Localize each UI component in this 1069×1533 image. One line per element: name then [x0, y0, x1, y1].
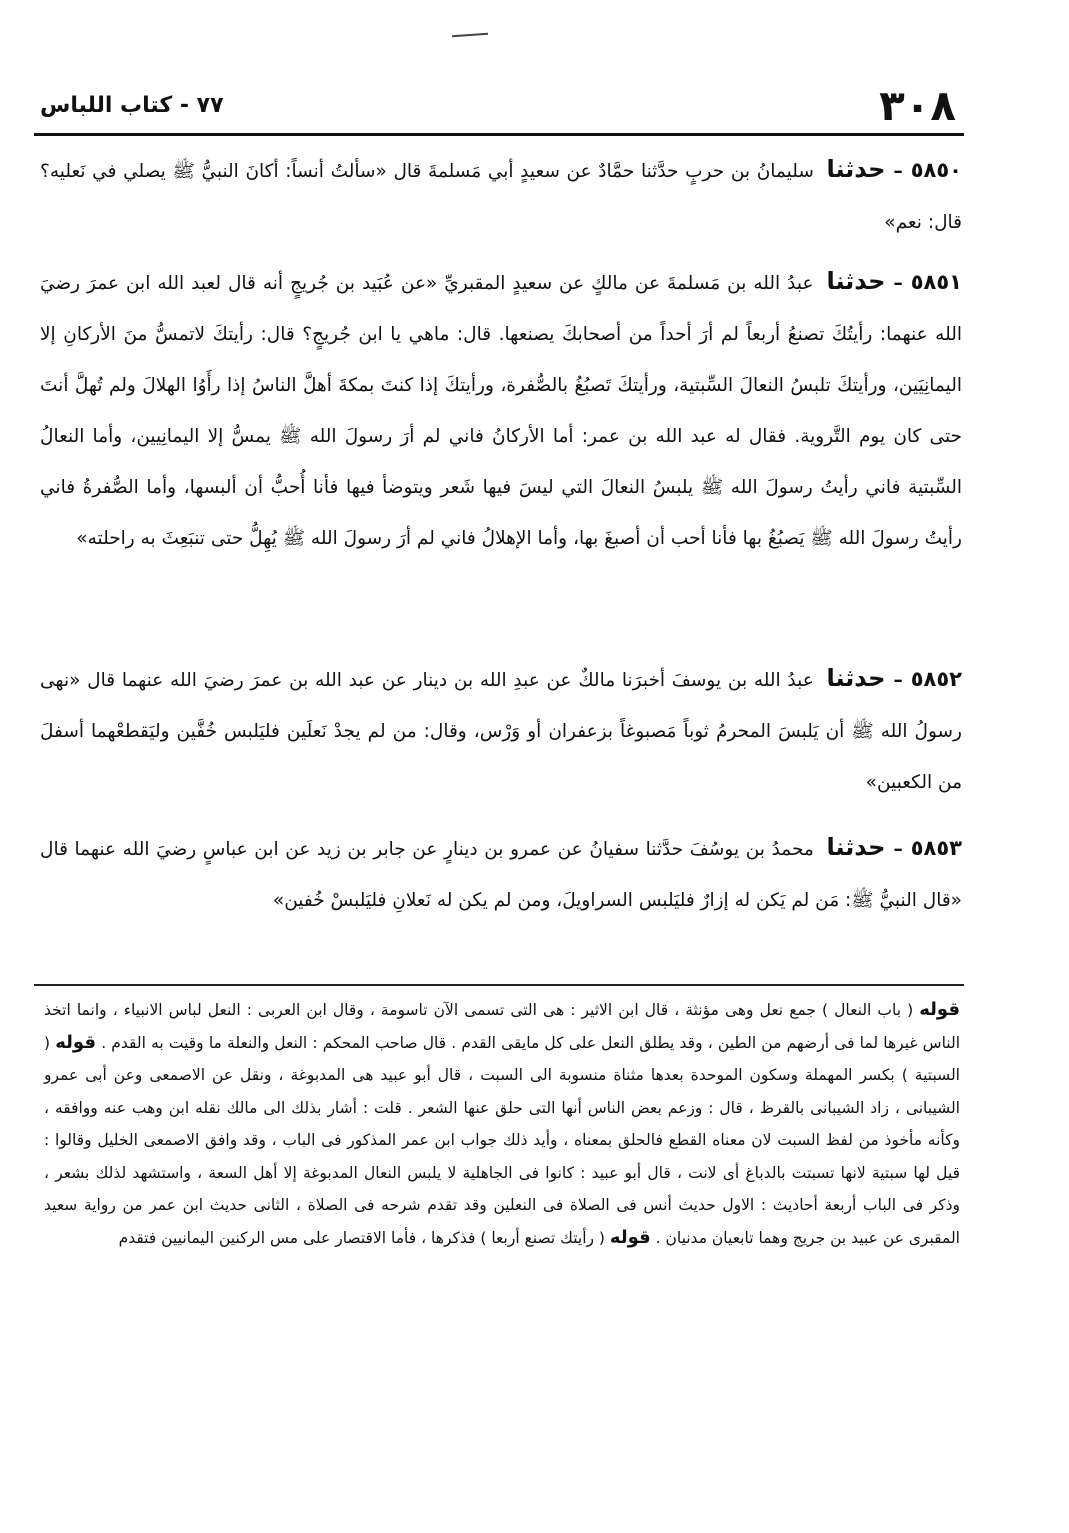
commentary-keyword: قوله [919, 999, 960, 1020]
scan-artifact-mark [452, 33, 488, 38]
hadith-5852 [40, 653, 962, 808]
hadith-text: عبدُ الله بن يوسفَ أخبرَنا مالكٌ عن عبدِ الله بن دينار عن عبد الله بن عمرَ رضيَ الله عنهما قال «نهى رسولُ الله ﷺ أن يَلبسَ المحرمُ ثوباً مَصبوغاً بزعفران أو وَرْس، وقال: من لم يجدْ نَعلَين فليَلبس خُفَّين وليَقطعْهما أسفلَ من الكعبين» [40, 670, 962, 793]
commentary-text: ( السبتية ) بكسر المهملة وسكون الموحدة بعدها مثناة منسوبة الى السبت ، قال أبو عبيد هى المدبوغة ، ونقل عن الاصمعى وعن أبى عمرو الشيبانى ، زاد الشيبانى بالقرظ ، قال : وزعم بعض الناس أنها التى حلق عنها الشعر . قلت : أشار بذلك الى مالك نقله ابن وهب عنه ووافقه ، وكأنه مأخوذ من لفظ السبت لان معناه القطع فالحلق بمعناه ، وأيد ذلك جواب ابن عمر المذكور فى الباب ، وقد وافق الاصمعى الخليل وقالوا : قيل لها سبتية لانها تسبتت بالدباغ أى لانت ، قال أبو عبيد : كانوا فى الجاهلية لا يلبس النعال المدبوغة إلا أهل السعة ، واستشهد لذلك بشعر ، وذكر فى الباب أربعة أحاديث : الاول حديث أنس فى الصلاة فى النعلين وقد تقدم شرحه فى الصلاة ، الثانى حديث ابن عمر من رواية سعيد المقبرى عن عبيد بن جريج وهما تابعيان مدنيان . [44, 1033, 960, 1247]
commentary-divider [34, 984, 964, 986]
commentary-keyword: قوله [55, 1031, 96, 1053]
hadith-text: عبدُ الله بن مَسلمةَ عن مالكٍ عن سعيدٍ المقبريِّ «عن عُبَيد بن جُريجٍ أنه قال لعبد الله ابن عمرَ رضيَ الله عنهما: رأيتُكَ تصنعُ أربعاً لم أرَ أحداً من أصحابكَ يصنعها. قال: ماهي يا ابن جُريجٍ؟ قال: رأيتكَ لاتمسُّ منَ الأركانِ إلا اليمانِيَين، ورأيتكَ تلبسُ النعالَ السِّبتية، ورأيتكَ تَصبُغُ بالصُّفرة، ورأيتكَ إذا كنتَ بمكةَ أهلَّ الناسُ إذا رأَوُا الهلالَ ولم تُهلَّ أنتَ حتى كان يوم التَّروية. فقال له عبد الله بن عمر: أما الأركانُ فاني لم أرَ رسولَ الله ﷺ يمسُّ إلا اليمانِيين، وأما النعالُ السِّبتية فاني رأيتُ رسولَ الله ﷺ يلبسُ النعالَ التي ليسَ فيها شَعر ويتوضأ فيها فأنا أُحبُّ أن ألبسها، وأما الصُّفرةُ فاني رأيتُ رسولَ الله ﷺ يَصبُغُ بها فأنا أحب أن أصبغَ بها، وأما الإهلالُ فاني لم أرَ رسولَ الله ﷺ يُهِلُّ حتى تنبَعِثَ به راحلته» [40, 273, 962, 549]
hadith-text: محمدُ بن يوسُفَ حدَّثنا سفيانُ عن عمرو بن دينارٍ عن جابر بن زيد عن ابن عباسٍ رضيَ الله عنهما قال «قال النبيُّ ﷺ: مَن لم يَكن له إزارٌ فليَلبس السراويلَ، ومن لم يكن له نَعلانِ فليَلبسْ خُفين» [40, 839, 962, 911]
commentary-section [44, 994, 960, 1254]
hadith-dash: – [893, 670, 903, 691]
hadith-keyword: حدثنا [826, 267, 886, 295]
hadith-5853 [40, 822, 962, 926]
commentary-keyword: قوله [609, 1226, 651, 1248]
book-title: ٧٧ - كتاب اللباس [40, 93, 224, 118]
hadith-5850 [40, 144, 962, 248]
hadith-keyword: حدثنا [826, 833, 886, 861]
page-header [40, 80, 962, 132]
commentary-text: ( باب النعال ) جمع نعل وهى مؤنثة ، قال ابن الاثير : هى التى تسمى الآن تاسومة ، وقال ابن العربى : النعل لباس الانبياء ، وانما اتخذ الناس غيرها لما فى أرضهم من الطين ، وقد يطلق النعل على كل مايقى القدم . قال صاحب المحكم : النعل والنعلة ما وقيت به القدم . [44, 1001, 961, 1052]
page-number: ٣٠٨ [879, 81, 956, 130]
hadith-dash: – [893, 161, 903, 182]
hadith-number: ٥٨٥٢ [910, 667, 962, 691]
hadith-5851 [40, 256, 962, 564]
hadith-keyword: حدثنا [826, 664, 886, 692]
hadith-dash: – [893, 273, 903, 294]
hadith-number: ٥٨٥٠ [910, 158, 962, 182]
hadith-number: ٥٨٥٣ [910, 836, 962, 860]
hadith-dash: – [893, 839, 903, 860]
hadith-keyword: حدثنا [826, 155, 886, 183]
commentary-text: ( رأيتك تصنع أربعا ) فذكرها ، فأما الاقتصار على مس الركنين اليمانيين فتقدم [118, 1228, 605, 1247]
hadith-text: سليمانُ بن حربٍ حدَّثنا حمَّادٌ عن سعيدٍ أبي مَسلمةَ قال «سألتُ أنساً: أكانَ النبيُّ ﷺ يصلي في نَعليه؟ قال: نعم» [40, 161, 962, 233]
header-divider [34, 133, 964, 136]
hadith-number: ٥٨٥١ [910, 270, 962, 294]
